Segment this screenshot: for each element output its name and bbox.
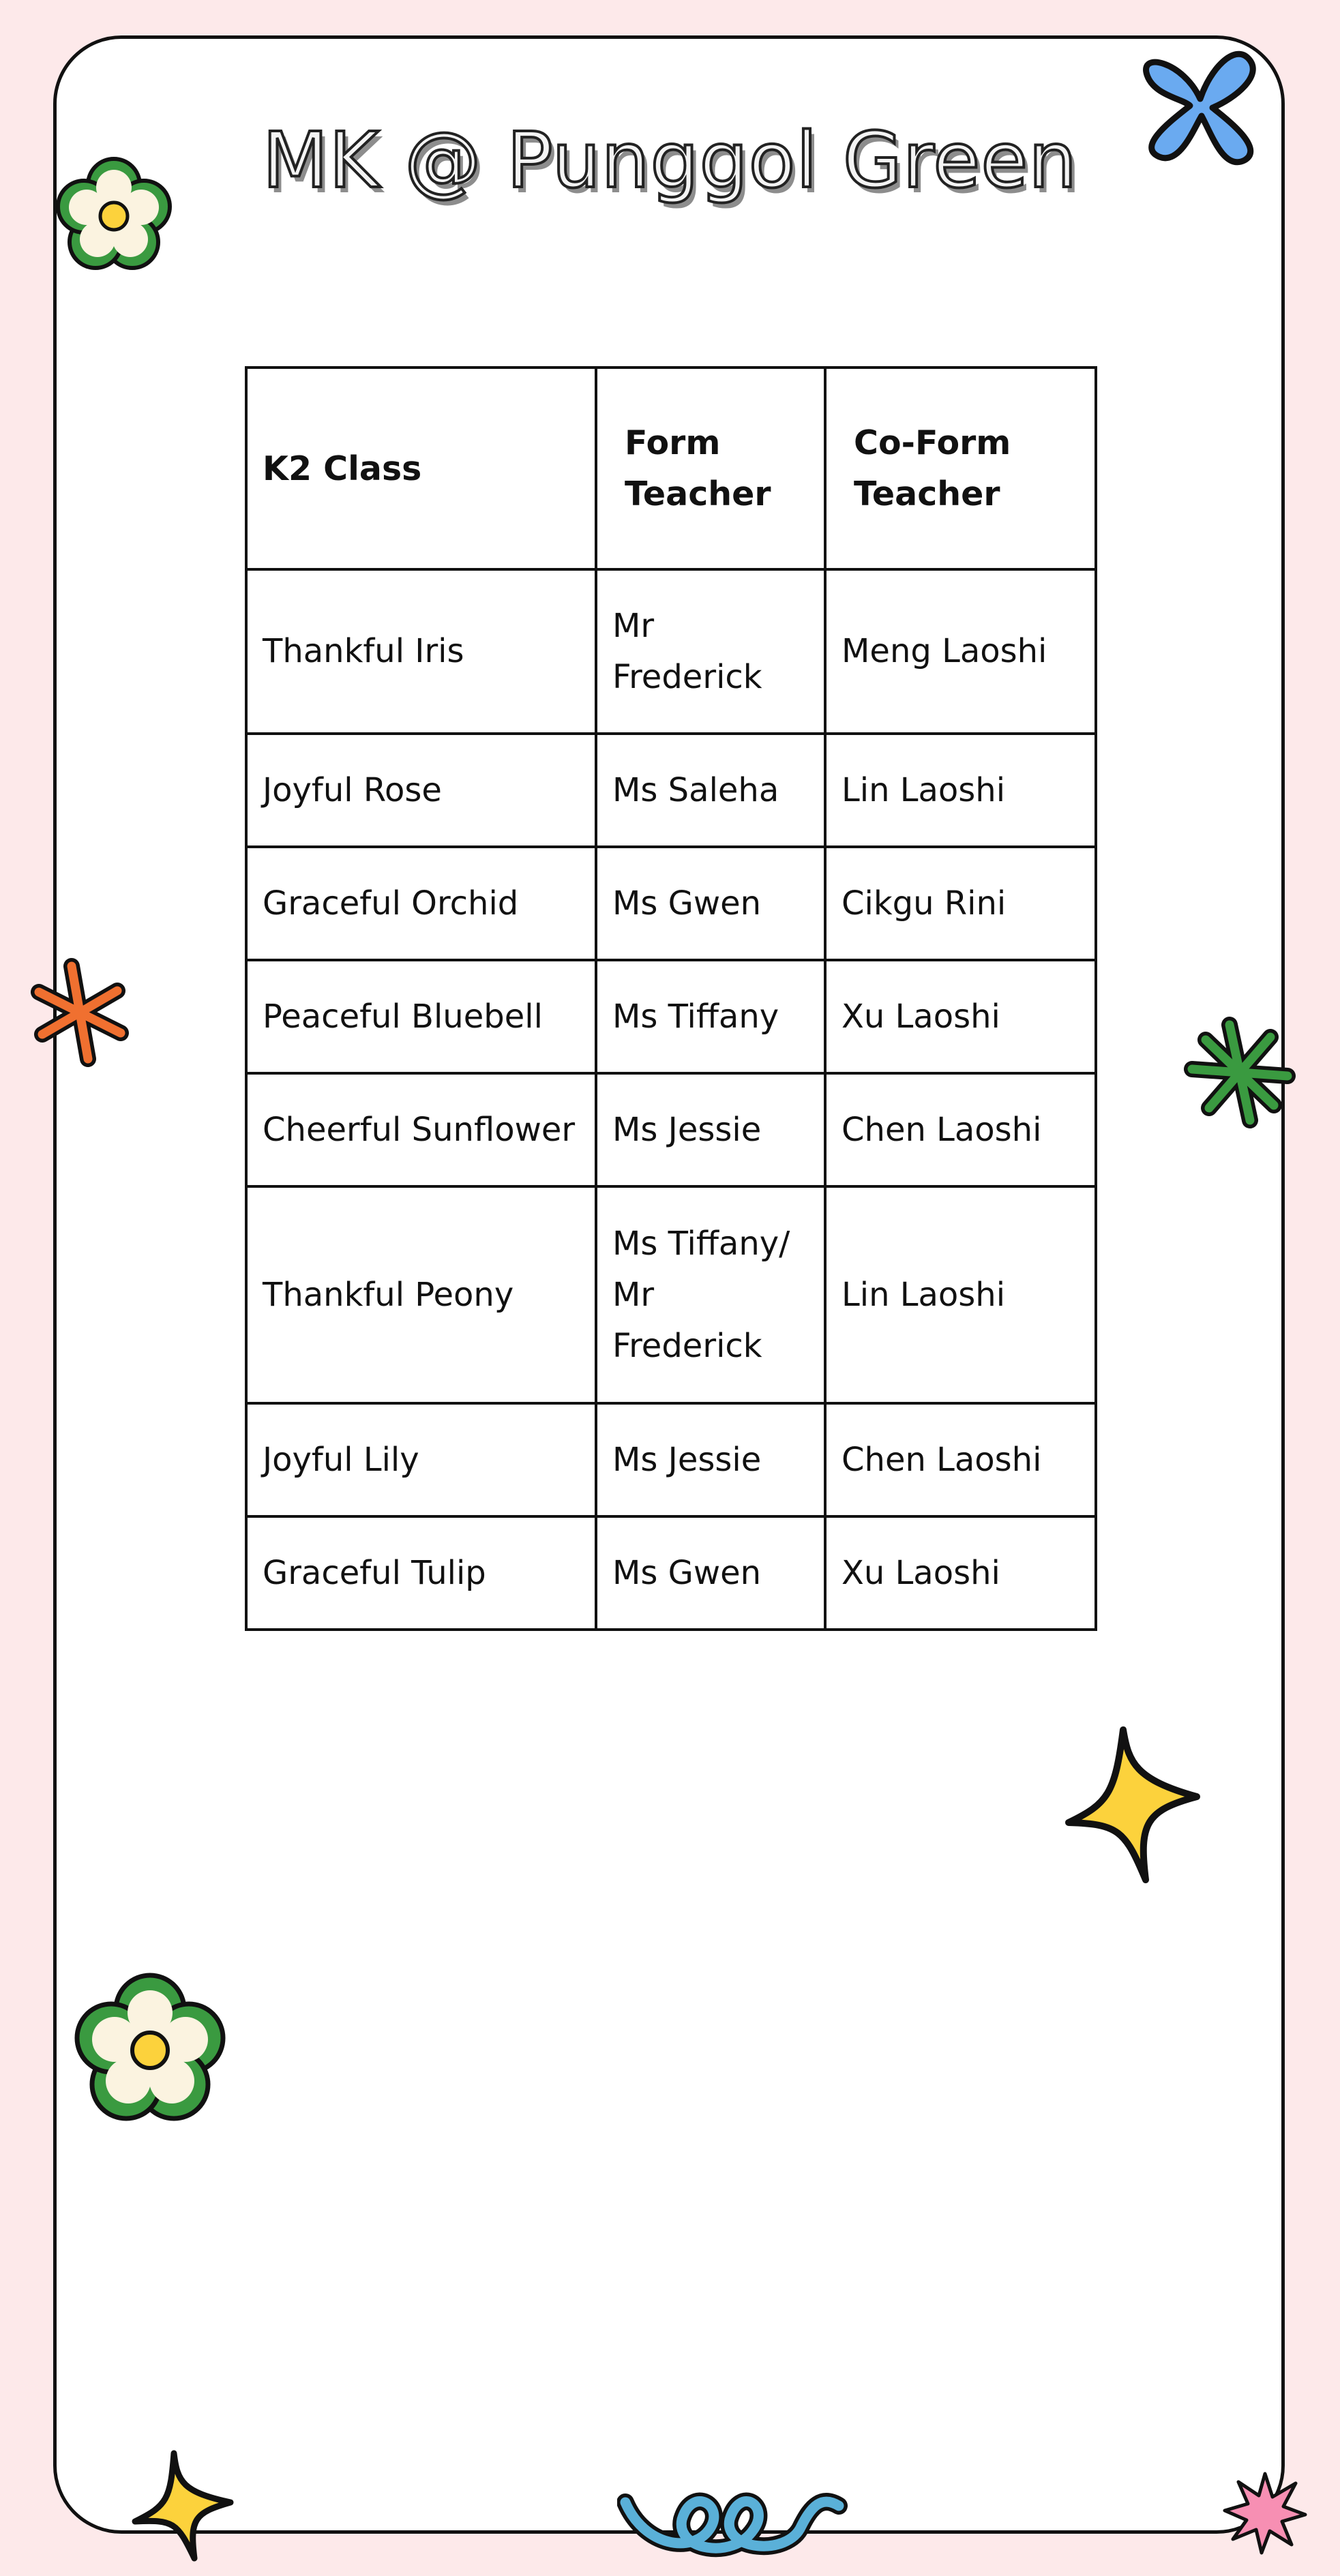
yellow-sparkle-icon (1060, 1722, 1207, 1889)
table-row (246, 847, 1096, 960)
cell-co-form-teacher: Meng Laoshi (825, 569, 1096, 734)
table-row (246, 1186, 1096, 1403)
cell-form-teacher: Ms Jessie (596, 1073, 825, 1186)
cell-form-teacher: Mr Frederick (596, 569, 825, 734)
cell-form-teacher: Ms Saleha (596, 734, 825, 847)
cell-k2-class: Thankful Iris (246, 569, 596, 734)
cell-co-form-teacher: Lin Laoshi (825, 734, 1096, 847)
cell-k2-class: Joyful Lily (246, 1403, 596, 1516)
table-row (246, 1073, 1096, 1186)
cell-co-form-teacher: Cikgu Rini (825, 847, 1096, 960)
cell-co-form-teacher: Chen Laoshi (825, 1403, 1096, 1516)
cell-co-form-teacher: Lin Laoshi (825, 1186, 1096, 1403)
table-row (246, 1403, 1096, 1516)
green-flower-icon (68, 1971, 232, 2127)
cell-k2-class: Graceful Orchid (246, 847, 596, 960)
cell-k2-class: Joyful Rose (246, 734, 596, 847)
blue-squiggle-icon (617, 2472, 849, 2576)
header-co-form-teacher: Co-Form Teacher (825, 368, 1096, 569)
table-row (246, 734, 1096, 847)
cell-form-teacher: Ms Tiffany (596, 960, 825, 1073)
pink-star-icon (1221, 2468, 1309, 2557)
cell-form-teacher: Ms Jessie (596, 1403, 825, 1516)
cell-form-teacher: Ms Gwen (596, 847, 825, 960)
header-k2-class: K2 Class (246, 368, 596, 569)
green-asterisk-icon (1182, 1015, 1298, 1130)
page-title: MK @ Punggol Green (262, 117, 1078, 205)
cream-flower-icon (49, 153, 179, 276)
header-form-teacher: Form Teacher (596, 368, 825, 569)
cell-co-form-teacher: Chen Laoshi (825, 1073, 1096, 1186)
cell-k2-class: Graceful Tulip (246, 1516, 596, 1630)
cell-co-form-teacher: Xu Laoshi (825, 1516, 1096, 1630)
cell-k2-class: Cheerful Sunflower (246, 1073, 596, 1186)
table-header-row (246, 368, 1096, 569)
cell-k2-class: Peaceful Bluebell (246, 960, 596, 1073)
orange-asterisk-icon (31, 955, 133, 1070)
small-yellow-sparkle-icon (130, 2448, 239, 2564)
table-row (246, 960, 1096, 1073)
cell-form-teacher: Ms Tiffany/ Mr Frederick (596, 1186, 825, 1403)
cell-form-teacher: Ms Gwen (596, 1516, 825, 1630)
blue-clover-icon (1132, 34, 1268, 177)
class-table (245, 366, 1097, 1631)
table-row (246, 569, 1096, 734)
table-row (246, 1516, 1096, 1630)
cell-k2-class: Thankful Peony (246, 1186, 596, 1403)
cell-co-form-teacher: Xu Laoshi (825, 960, 1096, 1073)
